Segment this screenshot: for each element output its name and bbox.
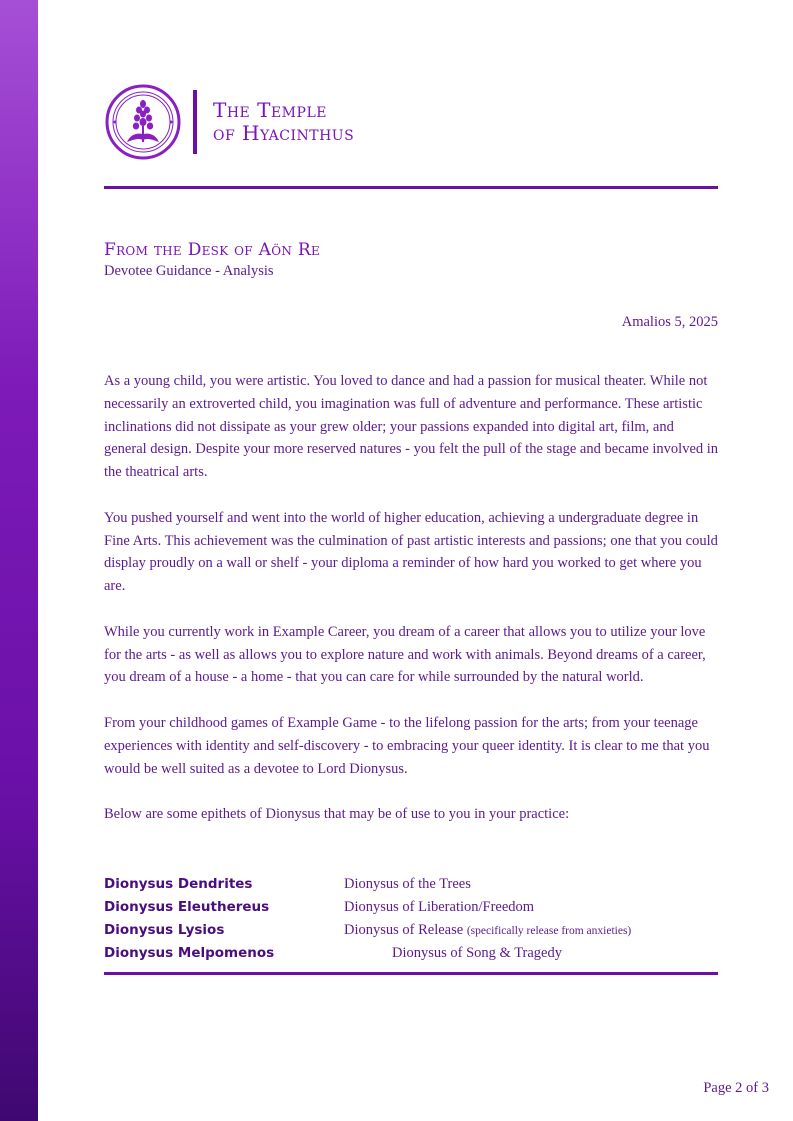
- paragraph: Below are some epithets of Dionysus that may be of use to you in your practice:: [104, 806, 570, 823]
- letter-date: Amalios 5, 2025: [621, 314, 718, 330]
- org-name-line2: of Hyacinthus: [213, 121, 355, 145]
- header-rule: [104, 186, 718, 189]
- paragraph: You pushed yourself and went into the world of higher education, achieving a undergraduate degree in Fine Arts. This achievement was the culmination of past artistic interests and passions; one that you could display proudly on a wall or shelf - your diploma a reminder of how hard you worked to get where you are.: [104, 509, 718, 595]
- epithet-list: [104, 873, 718, 965]
- sender-subtitle: Devotee Guidance - Analysis: [104, 263, 274, 279]
- paragraph: While you currently work in Example Career, you dream of a career that allows you to utilize your love for the arts - as well as allows you to explore nature and work with animals. Beyond dreams of a career, you dream of a house - a home - that you can care for while surrounded by the natural world.: [104, 623, 706, 686]
- epithet-name: Dionysus Lysios: [104, 921, 225, 938]
- paragraph: From your childhood games of Example Game - to the lifelong passion for the arts; from your teenage experiences with identity and self-discovery - to embracing your queer identity. It is clear to me that you would be well suited as a devotee to Lord Dionysus.: [104, 714, 710, 777]
- letter-body: [104, 370, 720, 849]
- epithet-row: [104, 942, 718, 965]
- epithet-name: Dionysus Melpomenos: [104, 945, 275, 962]
- epithet-row: [104, 896, 718, 919]
- epithet-meaning: Dionysus of Song & Tragedy: [392, 945, 562, 962]
- epithet-row: [104, 919, 718, 943]
- temple-seal-logo: [105, 84, 181, 160]
- org-name-line1: The Temple: [213, 98, 327, 122]
- header-divider: [193, 90, 197, 154]
- side-accent-bar: [0, 0, 38, 1121]
- page-number: Page 2 of 3: [703, 1080, 769, 1096]
- epithet-meaning: Dionysus of Release: [344, 921, 464, 938]
- footer-rule: [104, 972, 718, 975]
- organization-name: [213, 99, 354, 145]
- epithet-name: Dionysus Eleuthereus: [104, 898, 270, 915]
- epithet-row: [104, 873, 718, 896]
- epithet-note: (specifically release from anxieties): [466, 924, 632, 937]
- epithet-name: Dionysus Dendrites: [104, 876, 253, 892]
- epithet-meaning: Dionysus of Liberation/Freedom: [344, 898, 535, 915]
- sender-title: From the Desk of Aön Re: [104, 240, 321, 260]
- epithet-meaning: Dionysus of the Trees: [344, 876, 471, 892]
- letterhead: [105, 84, 354, 160]
- sender-block: [104, 240, 320, 280]
- epithet-meaning-wrap: [344, 919, 631, 943]
- paragraph: As a young child, you were artistic. You loved to dance and had a passion for musical theater. While not necessarily an extroverted child, you imagination was full of adventure and performance. These artistic inclinations did not dissipate as your grew older; your passions expanded into digital art, film, and general design. Despite your more reserved natures - you felt the pull of the stage and became involved in the theatrical arts.: [104, 373, 719, 481]
